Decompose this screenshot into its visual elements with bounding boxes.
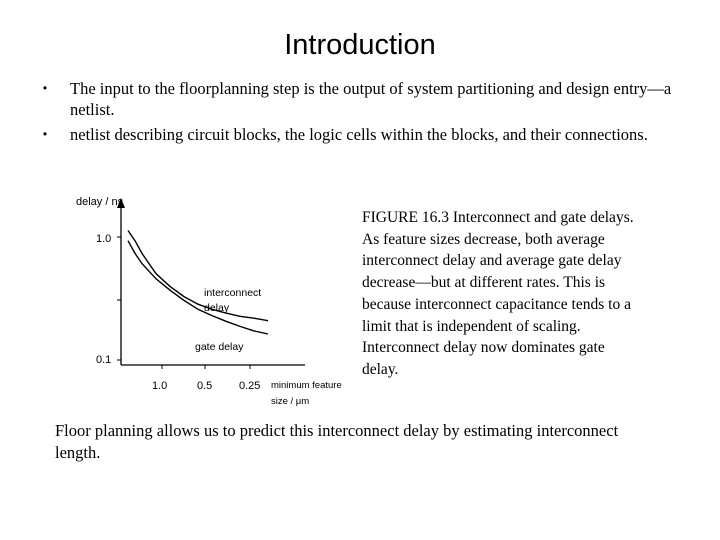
- series-label-interconnect-line1: interconnect: [204, 287, 262, 299]
- delay-chart: [70, 190, 350, 410]
- x-tick-label: 0.25: [239, 380, 261, 392]
- bullet-marker: •: [42, 127, 48, 141]
- bullet-marker: •: [42, 81, 48, 95]
- x-axis-label-line2: size / μm: [271, 396, 310, 407]
- series-label-interconnect-line2: delay: [204, 302, 230, 314]
- footer-text: Floor planning allows us to predict this interconnect delay by estimating interconnect length.: [55, 421, 619, 462]
- bullet-item: [38, 124, 678, 145]
- bullet-text: netlist describing circuit blocks, the logic cells within the blocks, and their connections.: [70, 125, 648, 144]
- figure-caption: FIGURE 16.3 Interconnect and gate delays. As feature sizes decrease, both average interconnect delay and average gate delay decrease—but at different rates. This is because interconnect capacitance tends to a limit that is independent of scaling. Interconnect delay now dominates gate delay.: [362, 209, 634, 378]
- y-tick-label: 0.1: [96, 354, 112, 366]
- x-axis-label-line1: minimum feature: [271, 380, 342, 391]
- x-tick-label: 1.0: [152, 380, 168, 392]
- slide-title: Introduction: [284, 29, 436, 61]
- y-axis-label: delay / ns: [76, 196, 124, 208]
- bullet-text: The input to the floorplanning step is the output of system partitioning and design entry—a netlist.: [70, 79, 672, 119]
- bullet-list: [38, 78, 678, 149]
- series-label-gate-delay: gate delay: [195, 341, 244, 353]
- y-tick-label: 1.0: [96, 233, 112, 245]
- bullet-item: [38, 78, 678, 120]
- series-line-interconnect-delay: [128, 231, 268, 321]
- x-tick-label: 0.5: [197, 380, 213, 392]
